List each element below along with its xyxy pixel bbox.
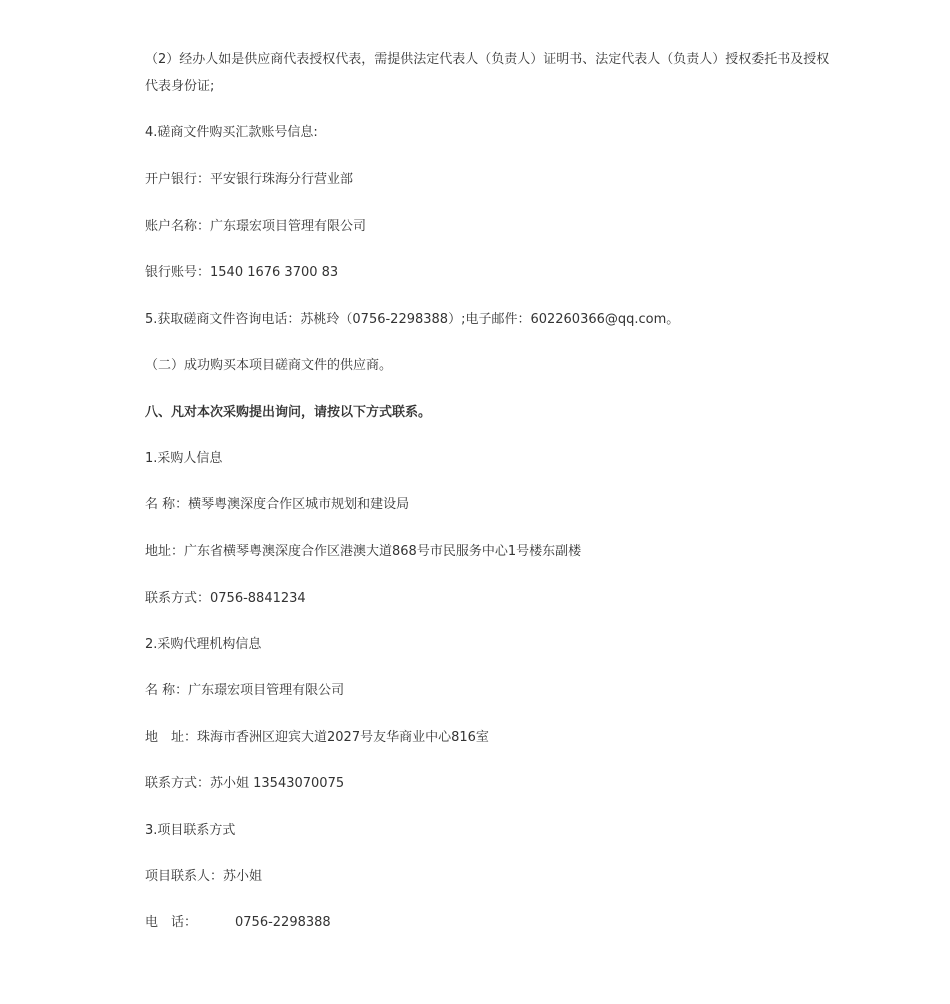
paragraph-agency-phone: 联系方式：苏小姐 13543070075 <box>145 776 345 791</box>
paragraph-eligible-suppliers: （二）成功购买本项目磋商文件的供应商。 <box>145 358 393 373</box>
paragraph-account-number: 银行账号：1540 1676 3700 83 <box>145 265 339 280</box>
paragraph-consult-contact: 5.获取磋商文件咨询电话：苏桃玲（0756-2298388）;电子邮件：602260366@qq.com。 <box>145 312 680 327</box>
paragraph-purchaser-heading: 1.采购人信息 <box>145 451 223 466</box>
paragraph-agency-heading: 2.采购代理机构信息 <box>145 637 262 652</box>
paragraph-project-phone <box>145 913 845 933</box>
paragraph-agent-requirements: （2）经办人如是供应商代表授权代表，需提供法定代表人（负责人）证明书、法定代表人（负责人）授权委托书及授权代表身份证; <box>145 52 830 94</box>
paragraph-bank-name: 开户银行：平安银行珠海分行营业部 <box>145 172 354 187</box>
section-heading-contact: 八、凡对本次采购提出询问，请按以下方式联系。 <box>145 405 432 420</box>
paragraph-purchaser-name: 名 称：横琴粤澳深度合作区城市规划和建设局 <box>145 497 410 512</box>
paragraph-project-contact-heading: 3.项目联系方式 <box>145 823 236 838</box>
phone-value: 0756-2298388 <box>235 915 331 930</box>
paragraph-purchaser-address: 地址：广东省横琴粤澳深度合作区港澳大道868号市民服务中心1号楼东副楼 <box>145 544 582 559</box>
paragraph-account-name: 账户名称：广东璟宏项目管理有限公司 <box>145 219 367 234</box>
phone-label: 电 话： <box>145 915 198 930</box>
paragraph-agency-address: 地 址：珠海市香洲区迎宾大道2027号友华商业中心816室 <box>145 730 489 745</box>
paragraph-agency-name: 名 称：广东璟宏项目管理有限公司 <box>145 683 345 698</box>
paragraph-bank-info-heading: 4.磋商文件购买汇款账号信息: <box>145 125 318 140</box>
paragraph-purchaser-phone: 联系方式：0756-8841234 <box>145 591 306 606</box>
paragraph-project-contact-person: 项目联系人：苏小姐 <box>145 869 263 884</box>
